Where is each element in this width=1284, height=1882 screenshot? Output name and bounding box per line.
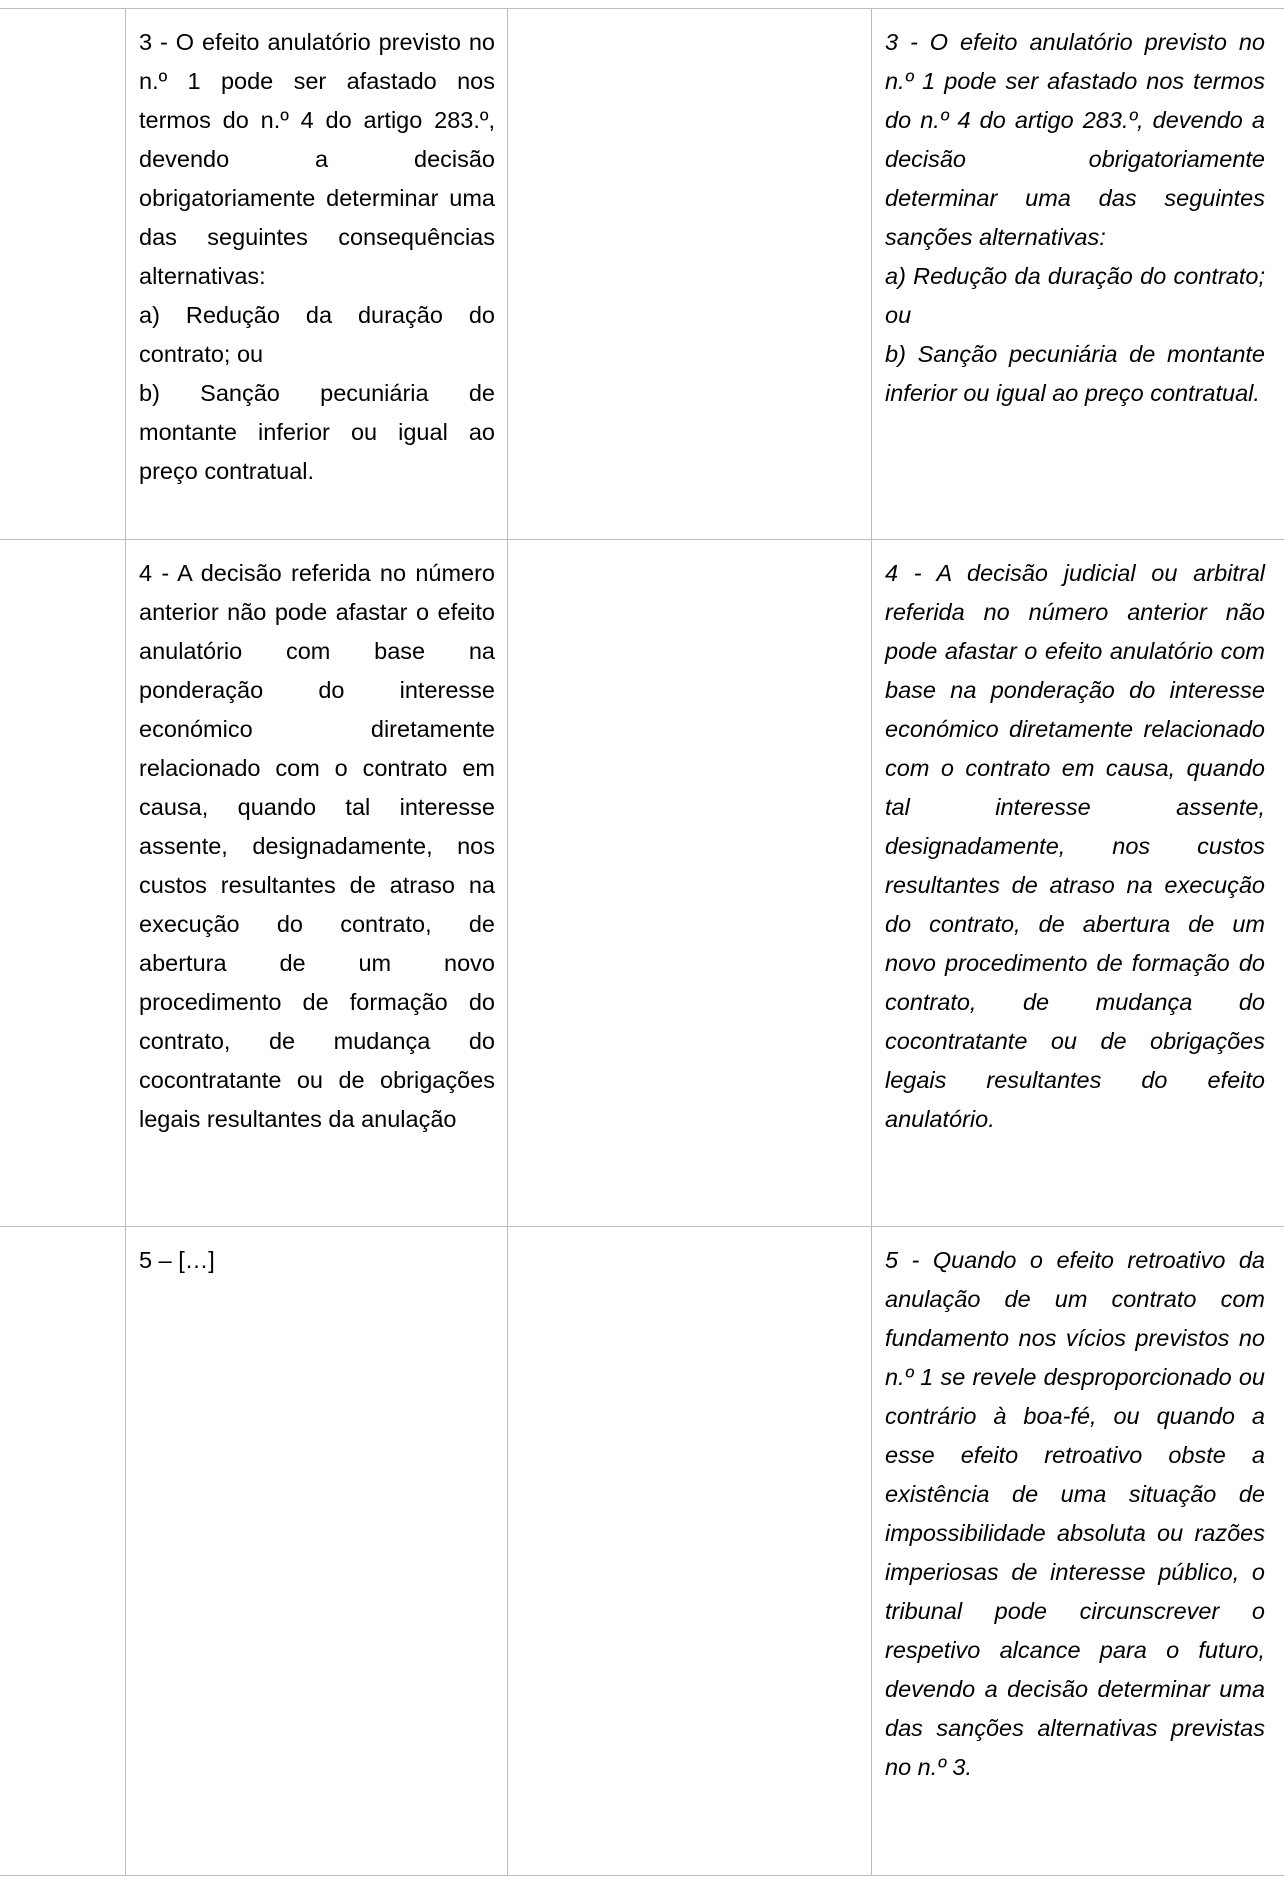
original-text-cell bbox=[139, 23, 495, 491]
paragraph: 3 - O efeito anulatório previsto no n.º 1 pode ser afastado nos termos do n.º 4 do artigo 283.º, devendo a decisão obrigatoriamente determinar uma das seguintes consequências alternativas: bbox=[139, 29, 495, 289]
paragraph: 4 - A decisão referida no número anterior não pode afastar o efeito anulatório com base na ponderação do interesse económico diretamente relacionado com o contrato em causa, quando tal interesse assente, designadamente, nos custos resultantes de atraso na execução do contrato, de abertura de um novo procedimento de formação do contrato, de mudança do cocontratante ou de obrigações legais resultantes da anulação bbox=[139, 560, 495, 1132]
table-bottom-border bbox=[0, 1875, 1284, 1876]
paragraph: 3 - O efeito anulatório previsto no n.º 1 pode ser afastado nos termos do n.º 4 do artigo 283.º, devendo a decisão obrigatoriamente determinar uma das seguintes sanções alternativas: bbox=[885, 29, 1265, 250]
paragraph: 5 - Quando o efeito retroativo da anulação de um contrato com fundamento nos vícios previstos no n.º 1 se revele desproporcionado ou contrário à boa-fé, ou quando a esse efeito retroativo obste a existência de uma situação de impossibilidade absoluta ou razões imperiosas de interesse público, o tribunal pode circunscrever o respetivo alcance para o futuro, devendo a decisão determinar uma das sanções alternativas previstas no n.º 3. bbox=[885, 1247, 1265, 1780]
paragraph: 5 – […] bbox=[139, 1247, 215, 1273]
table-row bbox=[0, 8, 1284, 539]
proposed-text-cell bbox=[885, 554, 1265, 1139]
paragraph: b) Sanção pecuniária de montante inferior ou igual ao preço contratual. bbox=[885, 341, 1265, 406]
paragraph: b) Sanção pecuniária de montante inferior ou igual ao preço contratual. bbox=[139, 380, 495, 484]
proposed-text-cell bbox=[885, 1241, 1265, 1787]
original-text-cell bbox=[139, 554, 495, 1139]
table-row bbox=[0, 539, 1284, 1226]
original-text-cell bbox=[139, 1241, 495, 1280]
paragraph: 4 - A decisão judicial ou arbitral referida no número anterior não pode afastar o efeito anulatório com base na ponderação do interesse económico diretamente relacionado com o contrato em causa, quando tal interesse assente, designadamente, nos custos resultantes de atraso na execução do contrato, de abertura de um novo procedimento de formação do contrato, de mudança do cocontratante ou de obrigações legais resultantes do efeito anulatório. bbox=[885, 560, 1265, 1132]
paragraph: a) Redução da duração do contrato; ou bbox=[885, 263, 1265, 328]
table-row bbox=[0, 1226, 1284, 1875]
paragraph: a) Redução da duração do contrato; ou bbox=[139, 302, 495, 367]
proposed-text-cell bbox=[885, 23, 1265, 413]
